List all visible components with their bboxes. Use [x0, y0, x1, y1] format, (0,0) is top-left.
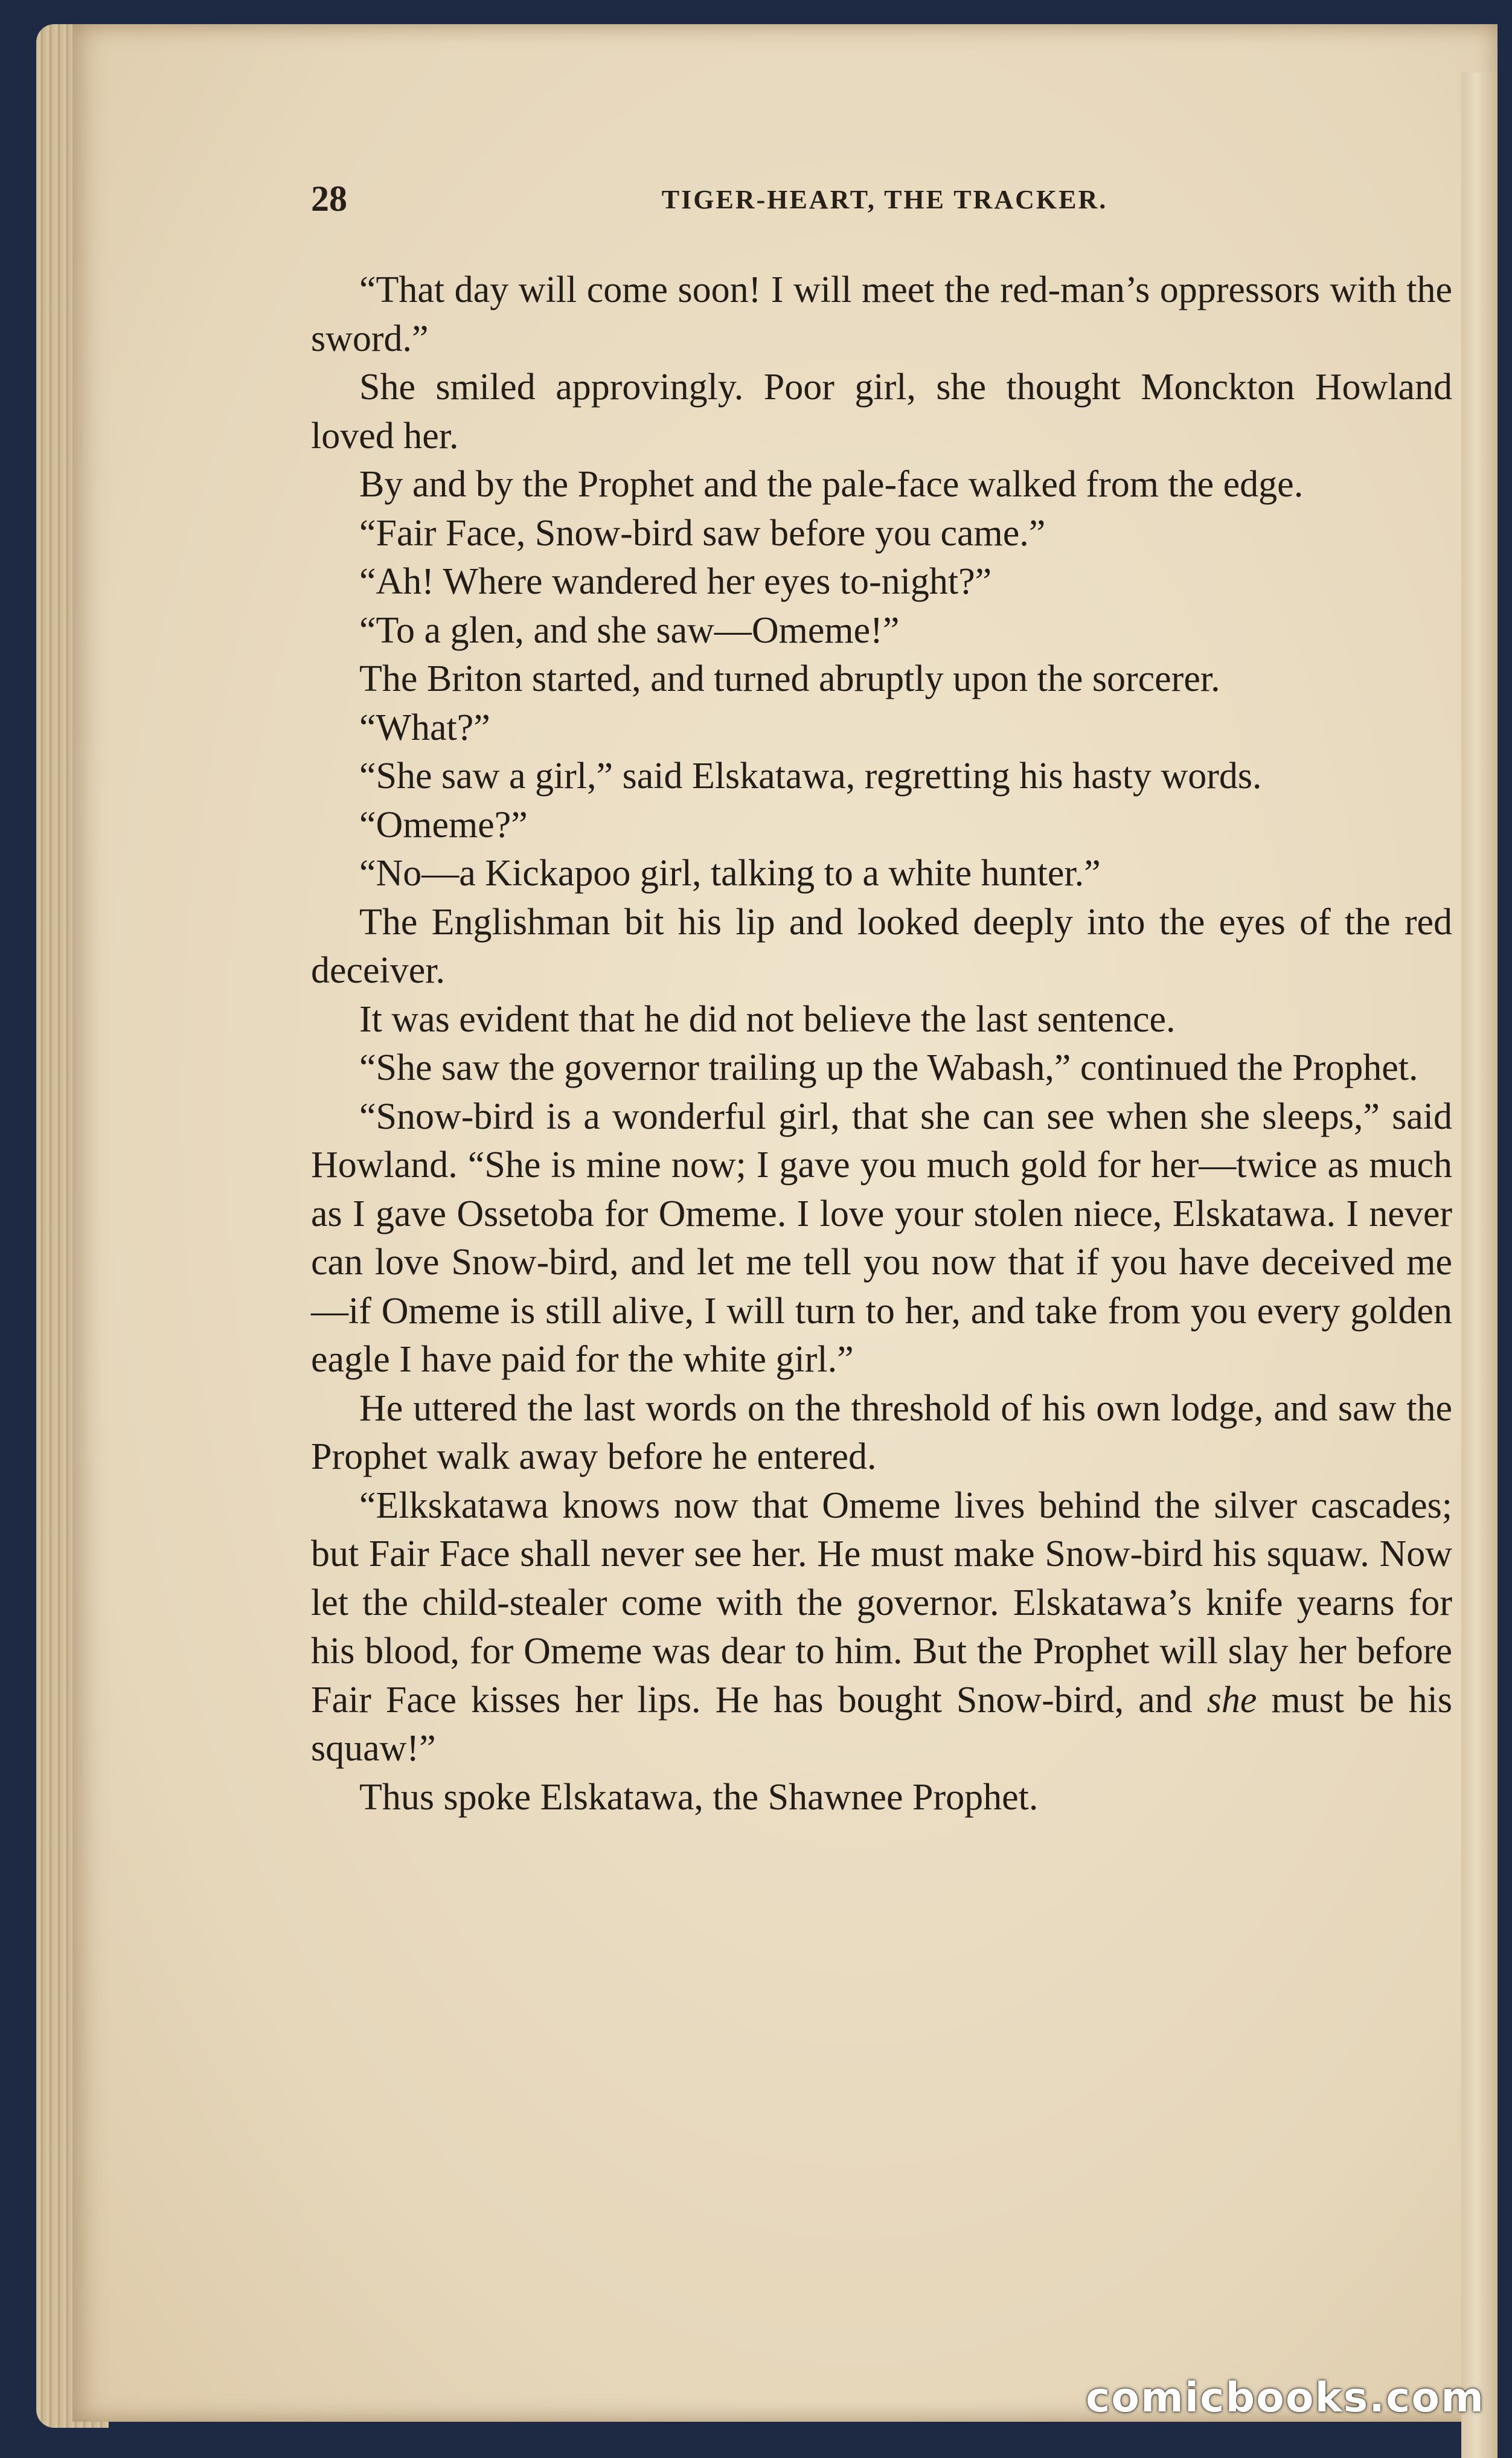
body-text	[311, 266, 1452, 1821]
paragraph: “Snow-bird is a wonderful girl, that she can see when she sleeps,” said Howland. “She is mine now; I gave you much gold for her—twice as much as I gave Ossetoba for Omeme. I love your stolen niece, Elskatawa. I never can love Snow-bird, and let me tell you now that if you have deceived me—if Omeme is still alive, I will turn to her, and take from you every golden eagle I have paid for the white girl.”	[311, 1096, 1452, 1380]
paragraph: “Ah! Where wandered her eyes to-night?”	[359, 561, 992, 602]
paragraph: Thus spoke Elskatawa, the Shawnee Prophet.	[359, 1776, 1039, 1818]
watermark: comicbooks.com	[1085, 2374, 1485, 2422]
facing-page-edge	[1461, 72, 1498, 2458]
paragraph: By and by the Prophet and the pale-face walked from the edge.	[359, 464, 1304, 505]
paragraph: He uttered the last words on the threshold of his own lodge, and saw the Prophet walk away before he entered.	[311, 1387, 1452, 1477]
paragraph: The Briton started, and turned abruptly upon the sorcerer.	[359, 658, 1220, 699]
paragraph: “Omeme?”	[359, 804, 528, 846]
paragraph	[311, 1481, 1452, 1773]
italic-word: she	[1206, 1679, 1257, 1721]
paragraph: It was evident that he did not believe the last sentence.	[359, 998, 1176, 1040]
paragraph-text: “Elkskatawa knows now that Omeme lives behind the silver cascades; but Fair Face shall never see her. He must make Snow-bird his squaw. Now let the child-stealer come with the governor. Elskatawa’s knife yearns for his blood, for Omeme was dear to him. But the Prophet will slay her before Fair Face kisses her lips. He has bought Snow-bird, and	[311, 1484, 1452, 1721]
page-number: 28	[311, 179, 347, 219]
paragraph: “To a glen, and she saw—Omeme!”	[359, 609, 900, 651]
paragraph: “No—a Kickapoo girl, talking to a white hunter.”	[359, 853, 1101, 894]
paragraph: “That day will come soon! I will meet the red-man’s oppressors with the sword.”	[311, 269, 1452, 359]
paragraph: “She saw a girl,” said Elskatawa, regretting his hasty words.	[359, 756, 1262, 797]
running-title: TIGER-HEART, THE TRACKER.	[661, 185, 1108, 214]
paragraph: “Fair Face, Snow-bird saw before you came.”	[359, 512, 1046, 554]
paragraph: “What?”	[359, 707, 490, 748]
paragraph: She smiled approvingly. Poor girl, she thought Monckton Howland loved her.	[311, 367, 1452, 457]
paragraph: The Englishman bit his lip and looked deeply into the eyes of the red deceiver.	[311, 901, 1452, 991]
paragraph: “She saw the governor trailing up the Wabash,” continued the Prophet.	[359, 1047, 1418, 1088]
paragraph-text-end: must be his squaw!”	[311, 1679, 1453, 1769]
page-header	[311, 178, 1458, 226]
